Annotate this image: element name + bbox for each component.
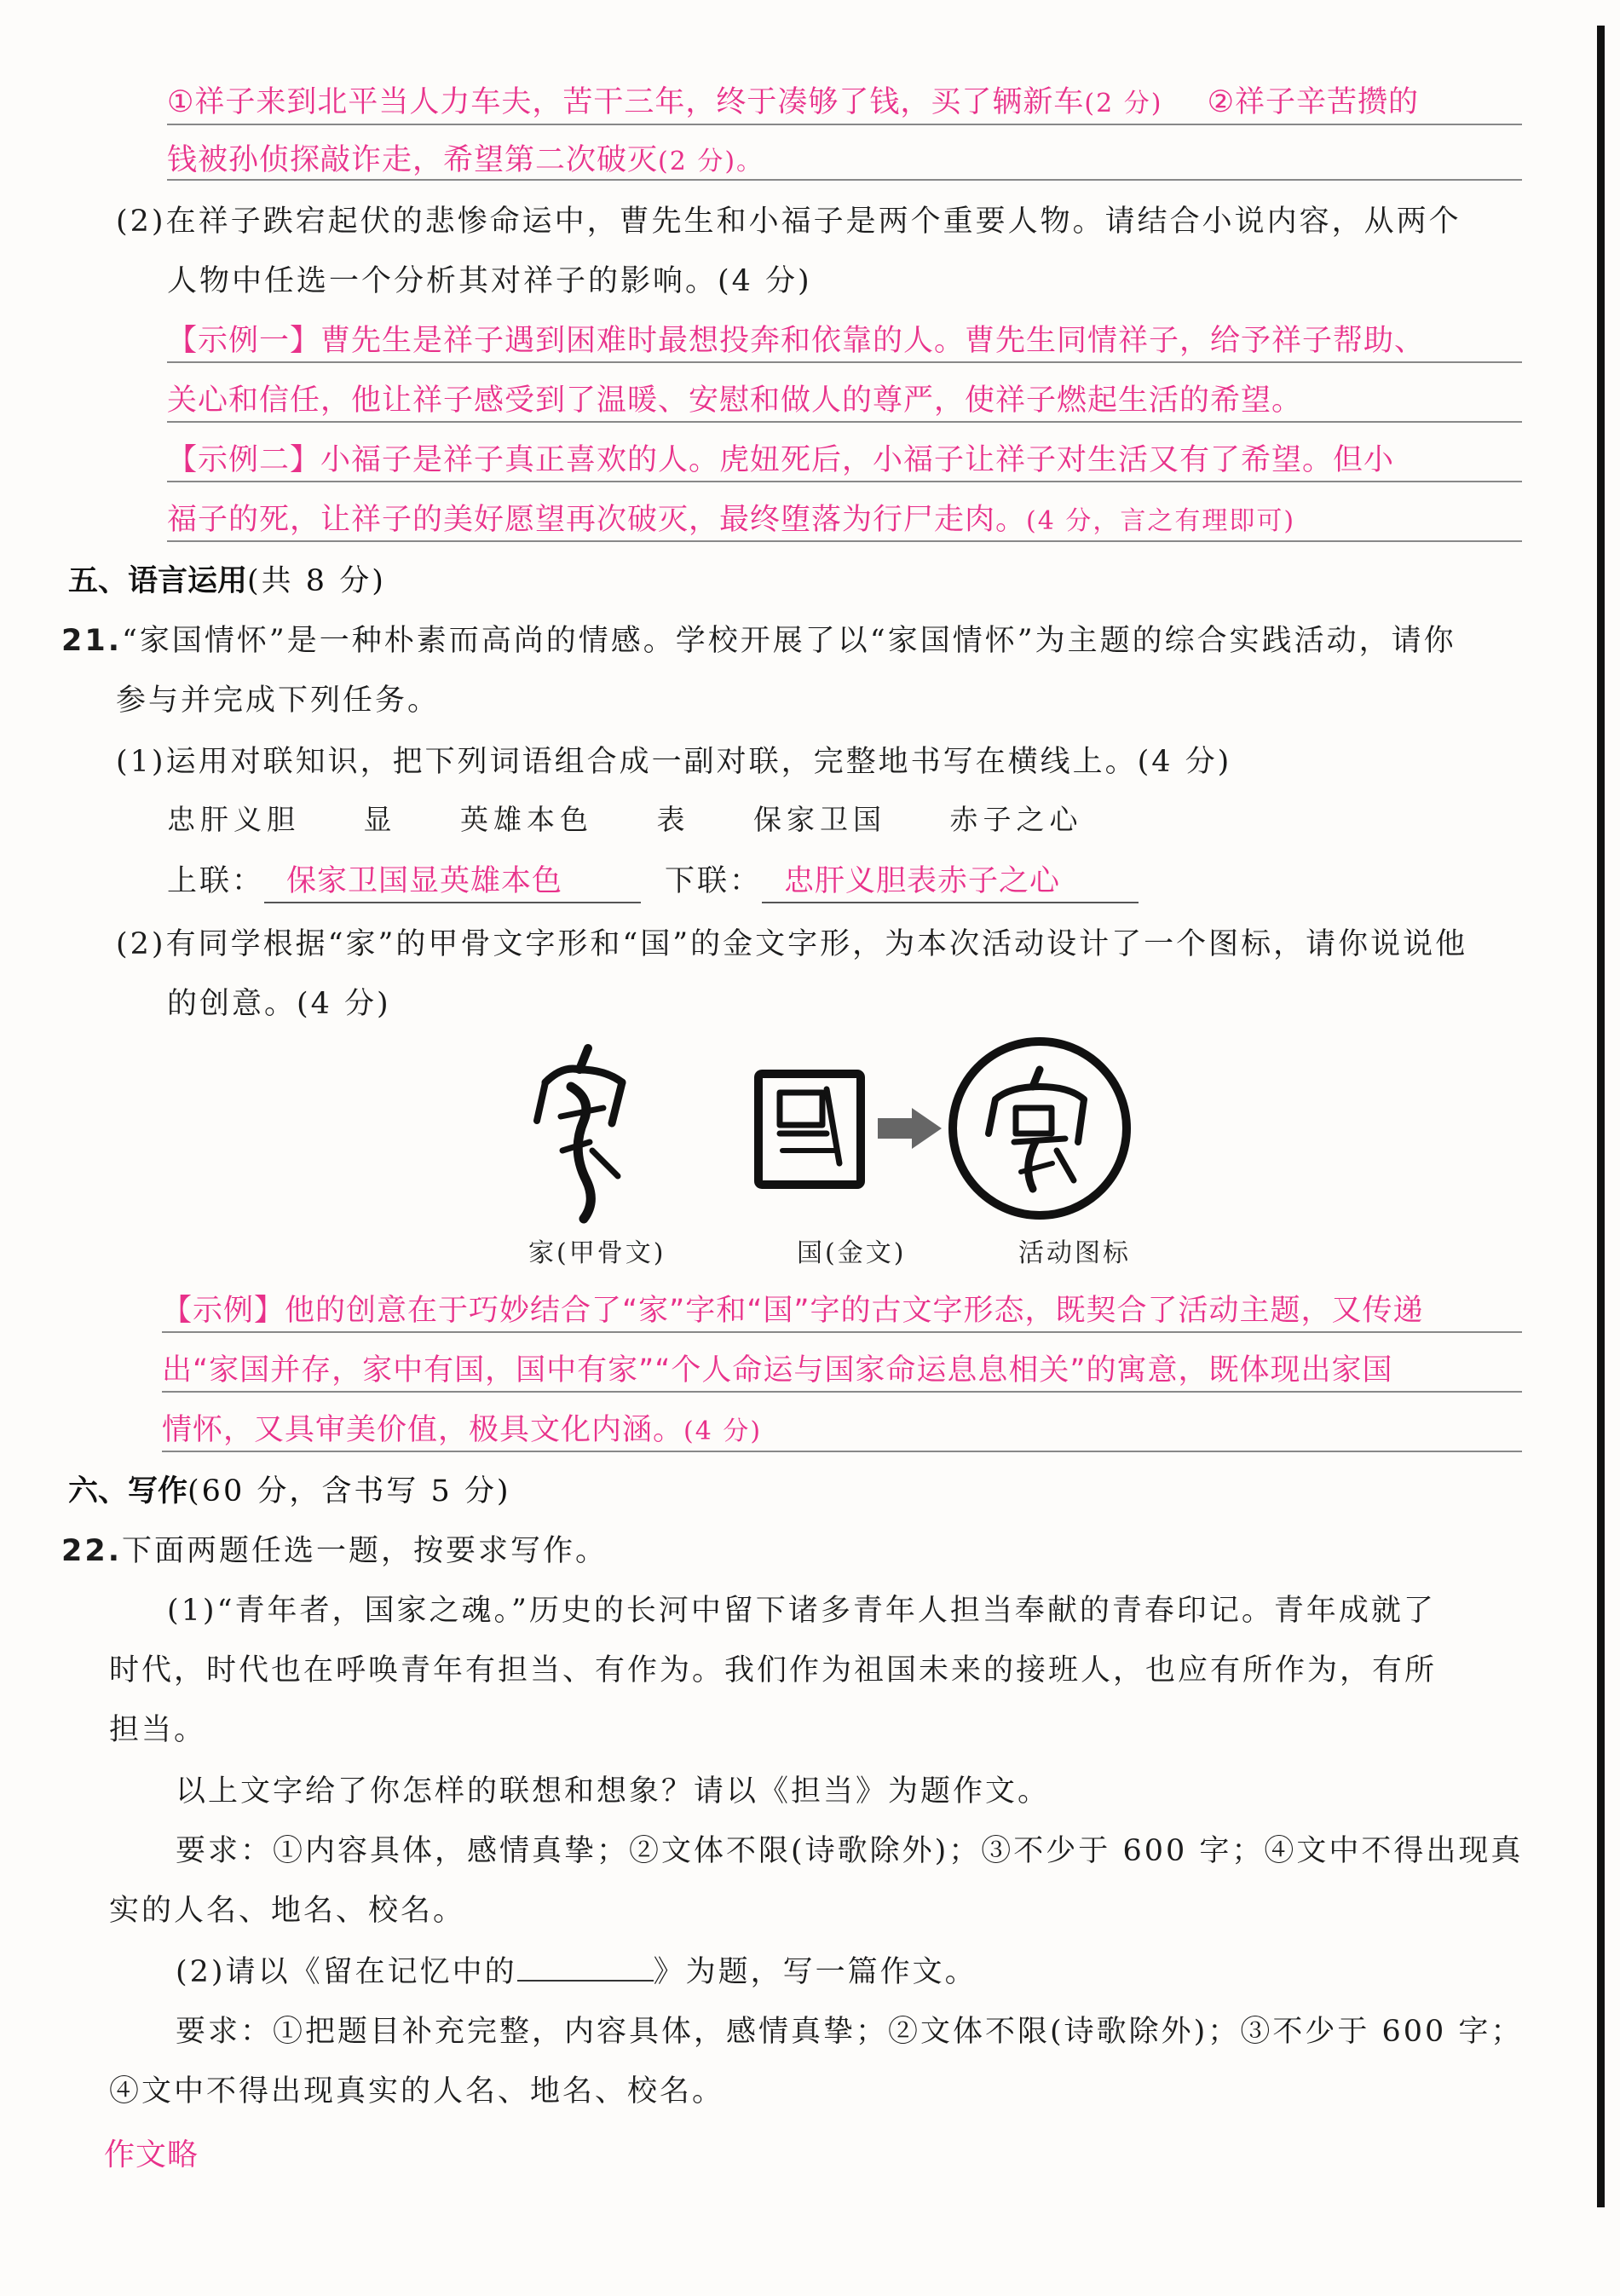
couplet-lower xyxy=(665,857,1139,903)
couplet-word-list xyxy=(167,798,1133,838)
caption-activity-icon: 活动图标 xyxy=(1018,1238,1131,1268)
upper-answer: 保家卫国显英雄本色 xyxy=(264,857,641,903)
caption-guo: 国(金文) xyxy=(797,1238,907,1268)
couplet-word: 英雄本色 xyxy=(460,803,593,836)
answer-underline xyxy=(162,1391,1522,1393)
answer-underline xyxy=(167,124,1522,125)
q22-topic2-requirements-line1: 要求：①把题目补充完整，内容具体，感情真挚；②文体不限(诗歌除外)；③不少于 600 字； xyxy=(176,2015,1524,2049)
q21-answer-line2: 出“家国并存，家中有国，国中有家”“个人命运与国家命运息息相关”的寓意，既体现出家国 xyxy=(162,1353,1393,1387)
lower-label: 下联： xyxy=(665,864,763,898)
guo-bronze-glyph xyxy=(758,1074,861,1185)
title-blank xyxy=(517,1954,654,1982)
answer-underline xyxy=(167,361,1522,363)
q22-topic1-line3: 担当。 xyxy=(109,1713,207,1747)
page-edge-bar xyxy=(1597,26,1605,2207)
q20-2-question-line1: (2)在祥子跌宕起伏的悲惨命运中，曹先生和小福子是两个重要人物。请结合小说内容，从两个 xyxy=(116,205,1461,239)
q20-2-example1-line2: 关心和信任，他让祥子感受到了温暖、安慰和做人的尊严，使祥子燃起生活的希望。 xyxy=(167,384,1303,418)
q21-stem-line2: 参与并完成下列任务。 xyxy=(116,684,441,718)
couplet-word: 显 xyxy=(363,803,397,836)
couplet-word: 表 xyxy=(656,803,690,836)
q22-topic2: (2)请以《留在记忆中的 》为题，写一篇作文。 xyxy=(176,1955,977,1989)
q20-answer-line2: 钱被孙侦探敲诈走，希望第二次破灭(2 分)。 xyxy=(167,143,764,177)
section-6-heading: 六、写作(60 分，含书写 5 分) xyxy=(68,1474,511,1509)
q22-topic1-line1: (1)“青年者，国家之魂。”历史的长河中留下诸多青年人担当奉献的青春印记。青年成就了 xyxy=(167,1594,1436,1628)
lower-answer: 忠肝义胆表赤子之心 xyxy=(762,857,1139,903)
answer-underline xyxy=(162,1331,1522,1333)
q22-topic1-requirements-line1: 要求：①内容具体，感情真挚；②文体不限(诗歌除外)；③不少于 600 字；④文中不得出现真 xyxy=(176,1834,1524,1868)
q22-topic2-requirements-line2: ④文中不得出现真实的人名、地名、校名。 xyxy=(109,2074,725,2109)
q22-intro: 22.下面两题任选一题，按要求写作。 xyxy=(61,1534,608,1568)
q22-topic1-line2: 时代，时代也在呼唤青年有担当、有作为。我们作为祖国未来的接班人，也应有所作为，有所 xyxy=(109,1653,1438,1687)
couplet-word: 赤子之心 xyxy=(949,803,1083,836)
couplet-upper xyxy=(167,857,641,903)
upper-label: 上联： xyxy=(167,864,265,898)
answer-underline xyxy=(167,481,1522,482)
caption-jia: 家(甲骨文) xyxy=(528,1238,666,1268)
q22-topic1-requirements-line2: 实的人名、地名、校名。 xyxy=(109,1894,466,1928)
activity-icon-glyph xyxy=(953,1041,1127,1215)
q21-part2-line1: (2)有同学根据“家”的甲骨文字形和“国”的金文字形，为本次活动设计了一个图标，请你说说他 xyxy=(116,927,1468,961)
answer-underline xyxy=(167,540,1522,542)
q20-answer-line1: ①祥子来到北平当人力车夫，苦干三年，终于凑够了钱，买了辆新车(2 分) ②祥子辛苦攒的 xyxy=(167,85,1419,119)
couplet-word: 忠肝义胆 xyxy=(167,803,300,836)
q20-2-example2-line2: 福子的死，让祥子的美好愿望再次破灭，最终堕落为行尸走肉。(4 分，言之有理即可) xyxy=(167,503,1296,537)
answer-underline xyxy=(167,421,1522,423)
q21-answer-line1: 【示例】他的创意在于巧妙结合了“家”字和“国”字的古文字形态，既契合了活动主题，又传递 xyxy=(162,1294,1424,1328)
essay-answer-omitted: 作文略 xyxy=(104,2137,199,2172)
jia-oracle-bone-glyph xyxy=(537,1048,622,1219)
answer-underline xyxy=(162,1451,1522,1452)
arrow-icon xyxy=(878,1108,942,1149)
q21-part1: (1)运用对联知识，把下列词语组合成一副对联，完整地书写在横线上。(4 分) xyxy=(116,745,1232,779)
q21-part2-line2: 的创意。(4 分) xyxy=(167,987,391,1021)
character-figures xyxy=(511,1023,1176,1244)
q22-topic1-prompt: 以上文字给了你怎样的联想和想象？请以《担当》为题作文。 xyxy=(176,1774,1051,1809)
q21-stem-line1: 21.“家国情怀”是一种朴素而高尚的情感。学校开展了以“家国情怀”为主题的综合实践活动，请你 xyxy=(61,624,1456,658)
q20-2-question-line2: 人物中任选一个分析其对祥子的影响。(4 分) xyxy=(167,264,812,298)
q20-2-example1-line1: 【示例一】曹先生是祥子遇到困难时最想投奔和依靠的人。曹先生同情祥子，给予祥子帮助、 xyxy=(167,324,1426,358)
couplet-word: 保家卫国 xyxy=(753,803,886,836)
section-5-heading: 五、语言运用(共 8 分) xyxy=(68,564,386,598)
q21-answer-line3: 情怀，又具审美价值，极具文化内涵。(4 分) xyxy=(162,1413,763,1447)
q20-2-example2-line1: 【示例二】小福子是祥子真正喜欢的人。虎妞死后，小福子让祥子对生活又有了希望。但小 xyxy=(167,443,1395,477)
answer-underline xyxy=(167,179,1522,181)
